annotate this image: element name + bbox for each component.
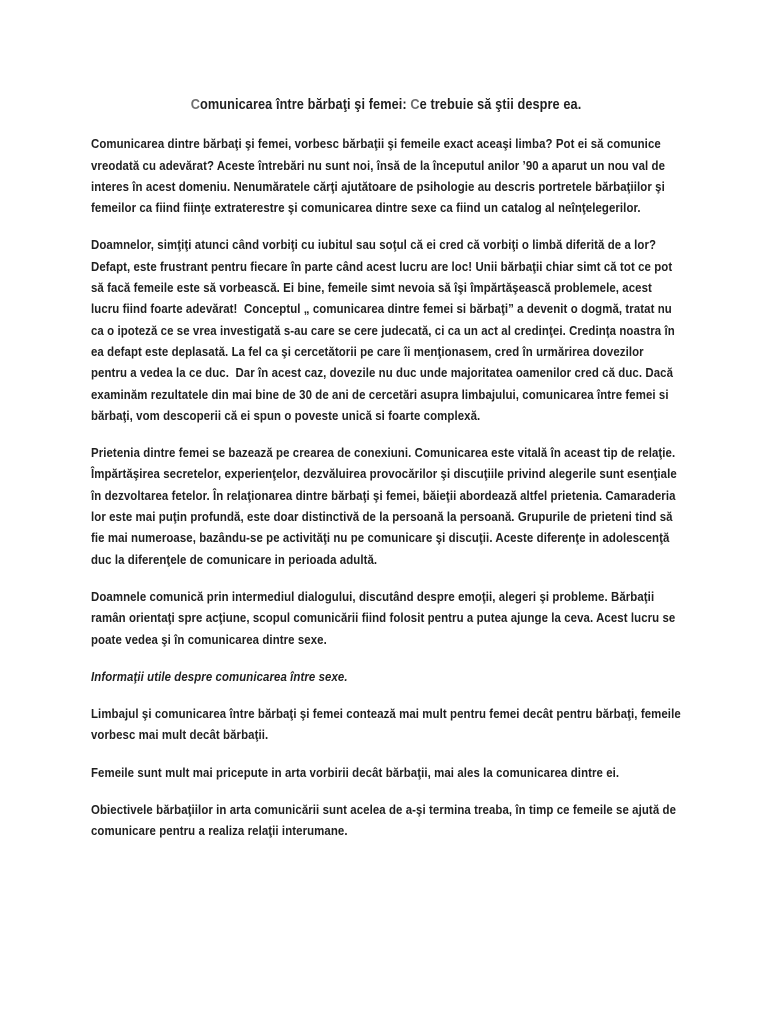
paragraph: Doamnele comunică prin intermediul dialogului, discutând despre emoţii, alegeri şi probleme. Bărbaţii ramân orientaţi spre acţiune, scopul comunicării fiind folosit pentru a putea ajunge la ceva. Acest lucru se poate vedea şi în comunicarea dintre sexe.	[91, 588, 679, 647]
paragraph: Femeile sunt mult mai pricepute in arta vorbirii decât bărbaţii, mai ales la comunicarea dintre ei.	[91, 764, 620, 780]
title-segment: C	[190, 97, 200, 113]
document-body	[91, 133, 685, 841]
paragraph: Prietenia dintre femei se bazează pe crearea de conexiuni. Comunicarea este vitală în aceast tip de relaţie. Împărtăşirea secretelor, experienţelor, dezvăluirea provocărilor şi discuţiile privind alegerile sunt esenţiale în dezvoltarea fetelor. În relaţionarea dintre bărbaţi şi femei, băieţii abordează altfel prietenia. Camaraderia lor este mai puţin profundă, este doar distinctivă de la persoană la persoană. Grupurile de prieteni tind să fie mai numeroase, bazându-se pe activităţi nu pe comunicare şi discuţii. Aceste diferenţe in adolescenţă duc la diferenţele de comunicare in perioada adultă.	[91, 445, 681, 567]
title-segment: C	[410, 97, 420, 113]
paragraph: Obiectivele bărbaţiilor in arta comunicării sunt acelea de a-şi termina treaba, în timp ce femeile se ajută de comunicare pentru a realiza relaţii interumane.	[91, 802, 680, 839]
paragraph: Informaţii utile despre comunicarea între sexe.	[91, 668, 348, 684]
paragraph: Doamnelor, simţiţi atunci când vorbiţi cu iubitul sau soţul că ei cred că vorbiţi o limbă diferită de a lor? Defapt, este frustrant pentru fiecare în parte când acest lucru are loc! Unii bărbaţii chiar simt că tot ce pot să facă femeile este să vorbească. Ei bine, femeile simt nevoia să îşi împărtăşească problemele, acest lucru fiind foarte adevărat! Conceptul „ comunicarea dintre femei si bărbaţi” a devenit o dogmă, tratat nu ca o ipoteză ce se vrea investigată s-au care se cere judecată, ci ca un act al credinţei. Credinţa noastra în ea defapt este deplasată. La fel ca şi cercetătorii pe care îi menţionasem, cred în urmărirea dovezilor pentru a vedea la ce duc. Dar în acest caz, dovezile nu duc unde majoritatea oamenilor cred că duc. Dacă examinăm rezultatele din mai bine de 30 de ani de cercetări asupra limbajului, comunicarea între femei si bărbaţi, vom descoperii că ei spun o poveste unică si foarte complexă.	[91, 237, 679, 423]
document-title	[91, 95, 681, 116]
title-segment: omunicarea între bărbaţi şi femei:	[199, 97, 411, 113]
title-segment: e trebuie să ştii despre ea.	[419, 97, 582, 113]
document-content	[91, 95, 685, 858]
paragraph: Limbajul şi comunicarea între bărbaţi şi femei contează mai mult pentru femei decât pentru bărbaţi, femeile vorbesc mai mult decât bărbaţii.	[91, 706, 685, 743]
paragraph: Comunicarea dintre bărbaţi şi femei, vorbesc bărbaţii şi femeile exact aceaşi limba? Pot ei să comunice vreodată cu adevărat? Aceste întrebări nu sunt noi, însă de la începutul anilor ’90 a aparut un nou val de interes în acest domeniu. Nenumăratele cărţi ajutătoare de psihologie au descris portretele bărbaţiilor şi femeilor ca fiind fiinţe extraterestre şi comunicarea dintre sexe ca fiind un catalog al neînţelegerilor.	[91, 136, 669, 216]
